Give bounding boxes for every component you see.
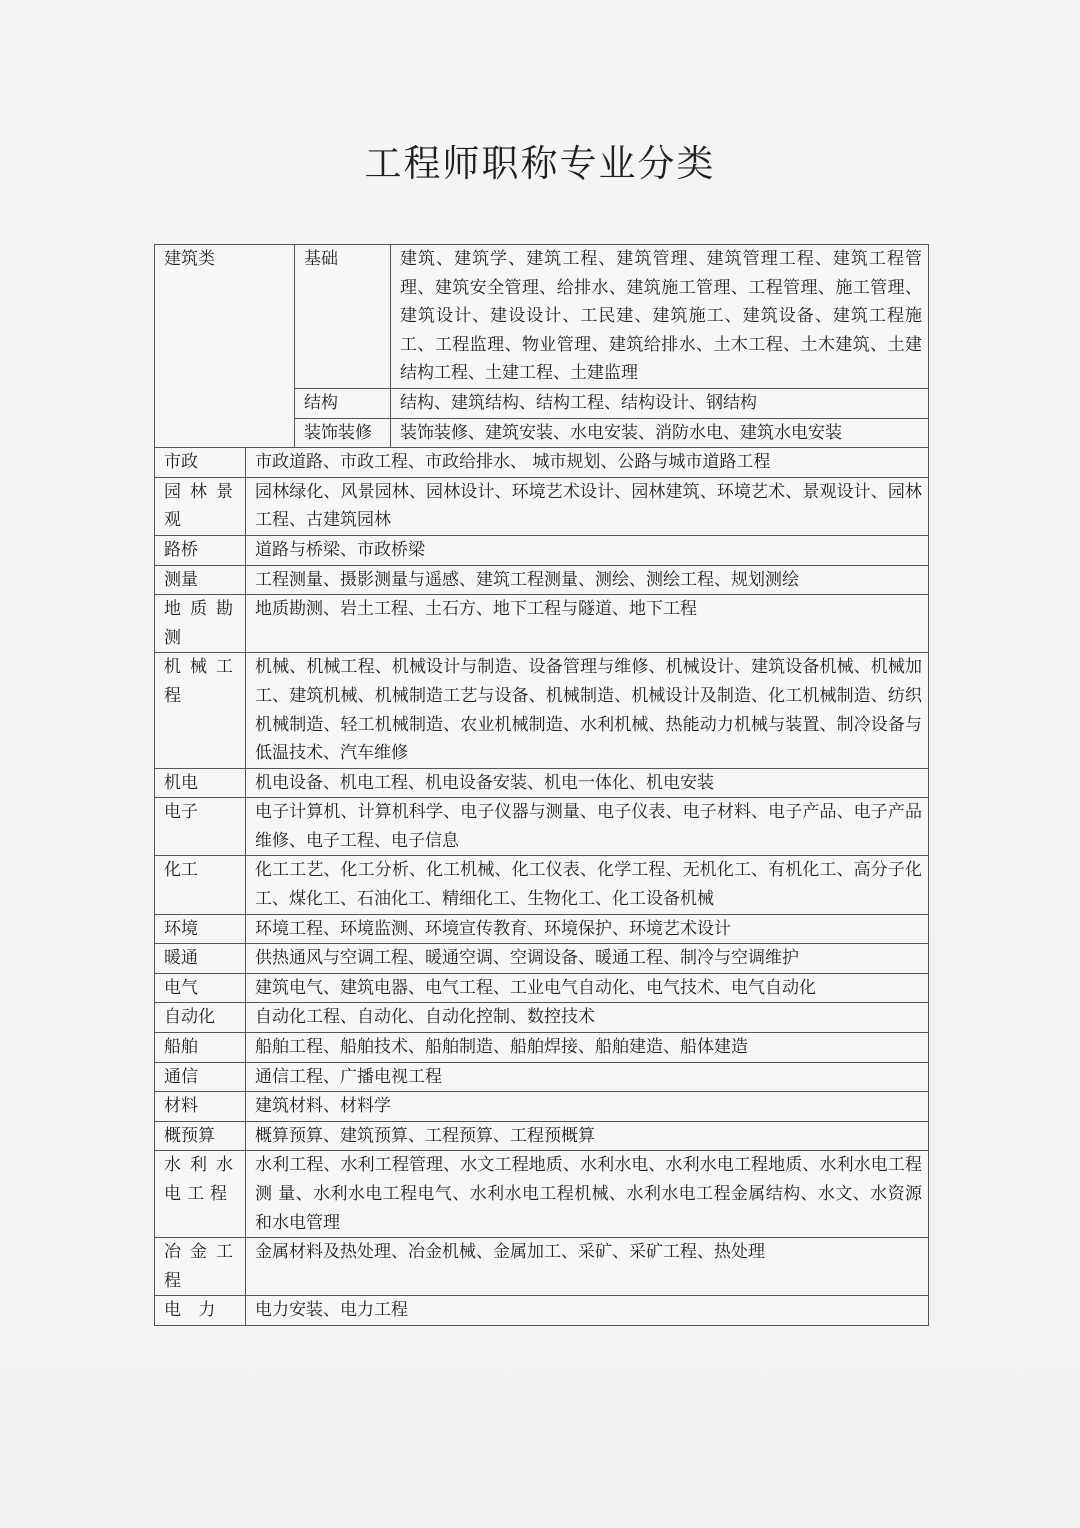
table-row <box>155 245 929 389</box>
specialty-list-cell: 装饰装修、建筑安装、水电安装、消防水电、建筑水电安装 <box>391 418 929 448</box>
specialty-list-cell: 地质勘测、岩土工程、土石方、地下工程与隧道、地下工程 <box>246 595 929 653</box>
specialty-list-cell: 道路与桥梁、市政桥梁 <box>246 535 929 565</box>
category-cell: 船舶 <box>155 1033 246 1063</box>
specialty-list-cell: 建筑、建筑学、建筑工程、建筑管理、建筑管理工程、建筑工程管理、建筑安全管理、给排水、建筑施工管理、工程管理、施工管理、建筑设计、建设设计、工民建、建筑施工、建筑设备、建筑工程施工、工程监理、物业管理、建筑给排水、土木工程、土木建筑、土建结构工程、土建工程、土建监理 <box>391 245 929 389</box>
specialty-list-cell: 自动化工程、自动化、自动化控制、数控技术 <box>246 1003 929 1033</box>
table-row <box>155 944 929 974</box>
subcategory-cell: 基础 <box>295 245 391 389</box>
specialty-list-cell: 电子计算机、计算机科学、电子仪器与测量、电子仪表、电子材料、电子产品、电子产品维修、电子工程、电子信息 <box>246 798 929 856</box>
specialty-list-cell: 环境工程、环境监测、环境宣传教育、环境保护、环境艺术设计 <box>246 914 929 944</box>
table-row <box>155 1003 929 1033</box>
specialty-list-cell: 船舶工程、船舶技术、船舶制造、船舶焊接、船舶建造、船体建造 <box>246 1033 929 1063</box>
category-cell: 材料 <box>155 1092 246 1122</box>
specialty-list-cell: 工程测量、摄影测量与遥感、建筑工程测量、测绘、测绘工程、规划测绘 <box>246 565 929 595</box>
specialty-list-cell: 市政道路、市政工程、市政给排水、 城市规划、公路与城市道路工程 <box>246 448 929 478</box>
category-cell: 园林景观 <box>155 477 246 535</box>
specialty-list-cell: 电力安装、电力工程 <box>246 1296 929 1326</box>
specialty-list-cell: 化工工艺、化工分析、化工机械、化工仪表、化学工程、无机化工、有机化工、高分子化工、煤化工、石油化工、精细化工、生物化工、化工设备机械 <box>246 856 929 914</box>
category-cell: 建筑类 <box>155 245 295 448</box>
table-row <box>155 1062 929 1092</box>
table-row <box>155 1151 929 1238</box>
category-cell: 化工 <box>155 856 246 914</box>
subcategory-cell: 装饰装修 <box>295 418 391 448</box>
table-row <box>155 1092 929 1122</box>
specialty-list-cell: 建筑材料、材料学 <box>246 1092 929 1122</box>
category-cell: 市政 <box>155 448 246 478</box>
specialty-list-cell: 建筑电气、建筑电器、电气工程、工业电气自动化、电气技术、电气自动化 <box>246 973 929 1003</box>
specialty-list-cell: 园林绿化、风景园林、园林设计、环境艺术设计、园林建筑、环境艺术、景观设计、园林工程、古建筑园林 <box>246 477 929 535</box>
table-row <box>155 1296 929 1326</box>
category-cell: 通信 <box>155 1062 246 1092</box>
category-cell: 测量 <box>155 565 246 595</box>
specialty-list-cell: 通信工程、广播电视工程 <box>246 1062 929 1092</box>
category-cell: 自动化 <box>155 1003 246 1033</box>
category-cell: 电气 <box>155 973 246 1003</box>
table-row <box>155 535 929 565</box>
table-row <box>155 477 929 535</box>
category-cell: 暖通 <box>155 944 246 974</box>
table-row <box>155 1238 929 1296</box>
table-row <box>155 768 929 798</box>
specialty-list-cell: 机电设备、机电工程、机电设备安装、机电一体化、机电安装 <box>246 768 929 798</box>
page-title: 工程师职称专业分类 <box>364 142 716 185</box>
specialty-list-cell: 机械、机械工程、机械设计与制造、设备管理与维修、机械设计、建筑设备机械、机械加工、建筑机械、机械制造工艺与设备、机械制造、机械设计及制造、化工机械制造、纺织机械制造、轻工机械制造、农业机械制造、水利机械、热能动力机械与装置、制冷设备与低温技术、汽车维修 <box>246 653 929 768</box>
table-row <box>155 798 929 856</box>
category-cell: 水利水电工程 <box>155 1151 246 1238</box>
category-cell: 路桥 <box>155 535 246 565</box>
table-row <box>155 565 929 595</box>
table-row <box>155 653 929 768</box>
table-row <box>155 856 929 914</box>
category-cell: 地质勘测 <box>155 595 246 653</box>
table-row <box>155 595 929 653</box>
category-cell: 概预算 <box>155 1121 246 1151</box>
category-cell: 电子 <box>155 798 246 856</box>
category-cell: 机械工程 <box>155 653 246 768</box>
specialty-table <box>154 244 929 1326</box>
category-cell: 电 力 <box>155 1296 246 1326</box>
specialty-list-cell: 结构、建筑结构、结构工程、结构设计、钢结构 <box>391 388 929 418</box>
specialty-list-cell: 水利工程、水利工程管理、水文工程地质、水利水电、水利水电工程地质、水利水电工程测 量、水利水电工程电气、水利水电工程机械、水利水电工程金属结构、水文、水资源和水电管理 <box>246 1151 929 1238</box>
specialty-list-cell: 供热通风与空调工程、暖通空调、空调设备、暖通工程、制冷与空调维护 <box>246 944 929 974</box>
table-row <box>155 1033 929 1063</box>
category-cell: 机电 <box>155 768 246 798</box>
table-row <box>155 448 929 478</box>
specialty-list-cell: 概算预算、建筑预算、工程预算、工程预概算 <box>246 1121 929 1151</box>
table-row <box>155 1121 929 1151</box>
table-row <box>155 973 929 1003</box>
table-row <box>155 914 929 944</box>
subcategory-cell: 结构 <box>295 388 391 418</box>
specialty-list-cell: 金属材料及热处理、冶金机械、金属加工、采矿、采矿工程、热处理 <box>246 1238 929 1296</box>
category-cell: 环境 <box>155 914 246 944</box>
category-cell: 冶金工程 <box>155 1238 246 1296</box>
